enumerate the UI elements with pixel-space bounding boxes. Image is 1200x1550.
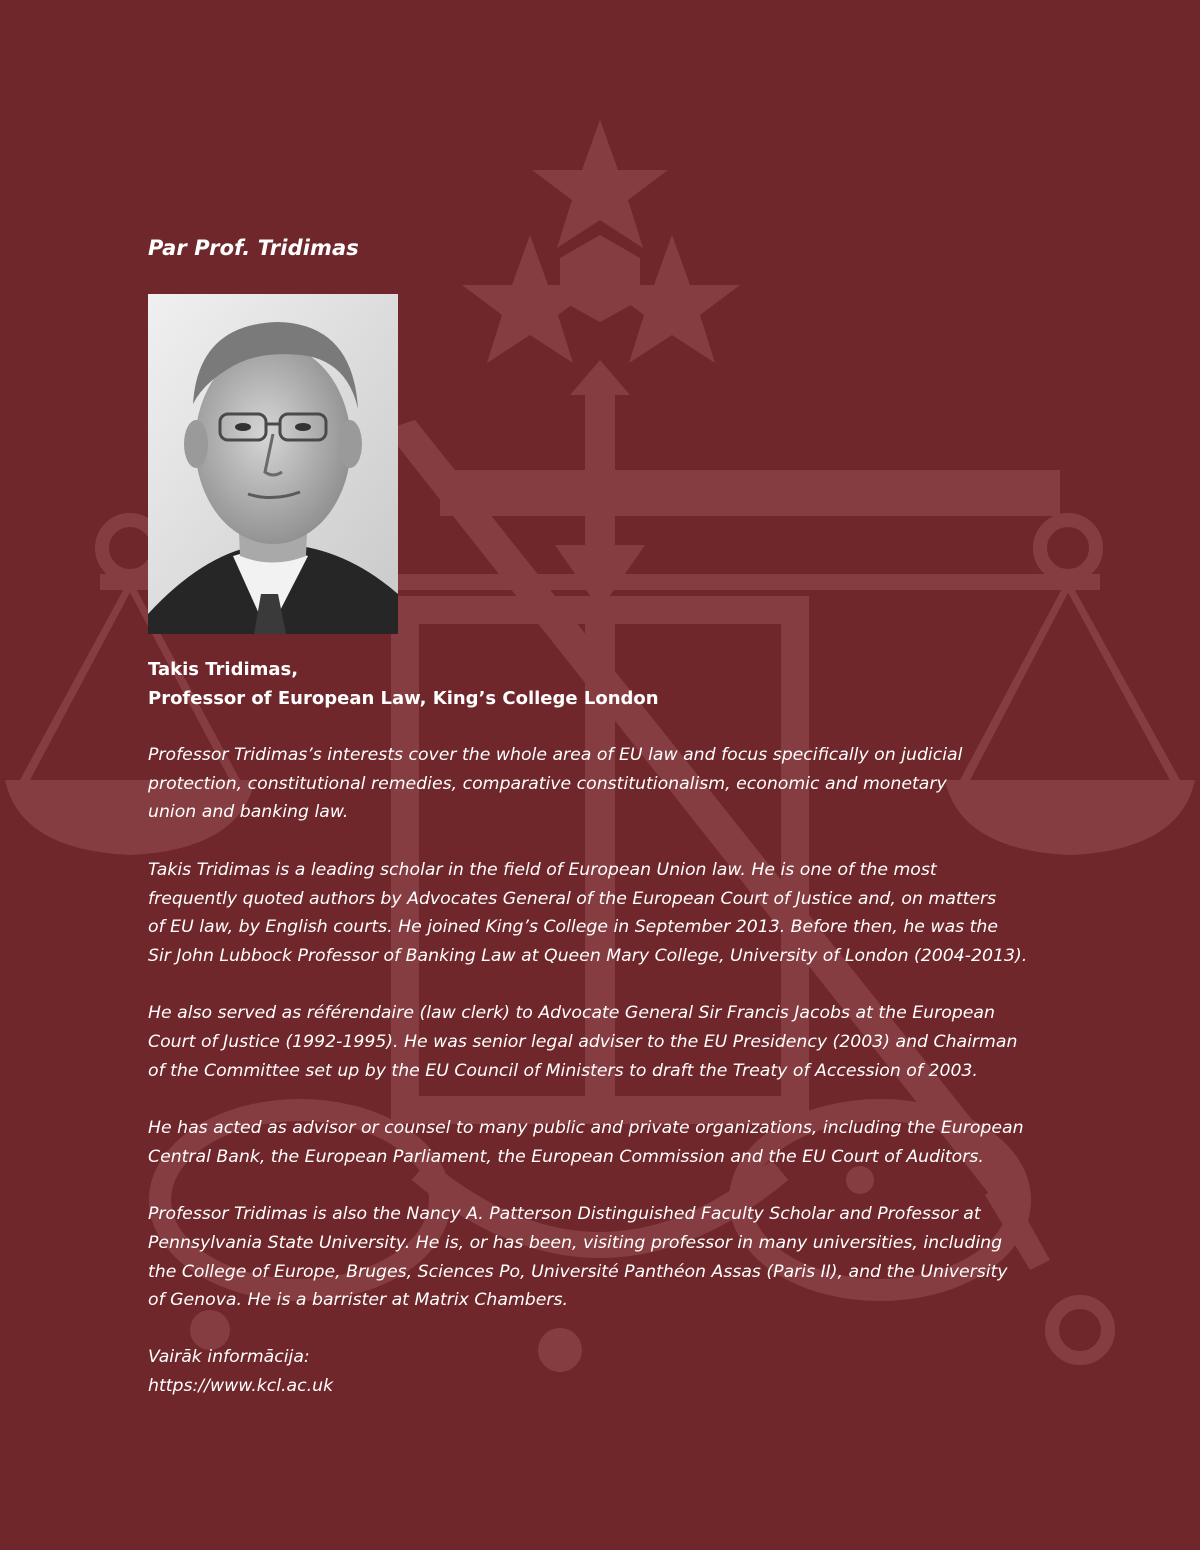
bio-line: of the Committee set up by the EU Council of Ministers to draft the Treaty of Accession of 2003.: [148, 1060, 978, 1081]
bio-line: Takis Tridimas is a leading scholar in the field of European Union law. He is one of the most: [148, 859, 937, 880]
bio-line: the College of Europe, Bruges, Sciences Po, Université Panthéon Assas (Paris II), and the University: [148, 1261, 1008, 1282]
bio-paragraph: [148, 1200, 1158, 1315]
bio-line: Sir John Lubbock Professor of Banking Law at Queen Mary College, University of London (2004-2013).: [148, 945, 1028, 966]
biography: [148, 741, 1158, 1344]
bio-line: protection, constitutional remedies, comparative constitutionalism, economic and monetary: [148, 773, 947, 794]
more-info: [148, 1343, 333, 1400]
portrait-photo: [148, 294, 398, 634]
bio-paragraph: [148, 1114, 1158, 1171]
bio-line: Professor Tridimas is also the Nancy A. Patterson Distinguished Faculty Scholar and Professor at: [148, 1204, 981, 1225]
bio-line: of EU law, by English courts. He joined King’s College in September 2013. Before then, he was the: [148, 917, 999, 938]
bio-paragraph: [148, 741, 1158, 827]
bio-line: Central Bank, the European Parliament, the European Commission and the EU Court of Auditors.: [148, 1146, 984, 1167]
more-info-label: Vairāk informācija:: [148, 1347, 310, 1367]
bio-line: of Genova. He is a barrister at Matrix Chambers.: [148, 1290, 568, 1311]
person-title: Professor of European Law, King’s College London: [148, 688, 659, 709]
bio-line: Court of Justice (1992-1995). He was senior legal adviser to the EU Presidency (2003) and Chairman: [148, 1032, 1018, 1052]
bio-paragraph: [148, 856, 1158, 971]
bio-line: Professor Tridimas’s interests cover the whole area of EU law and focus specifically on judicial: [148, 745, 963, 765]
person-name-block: [148, 655, 1048, 713]
bio-line: frequently quoted authors by Advocates General of the European Court of Justice and, on matters: [148, 888, 997, 909]
bio-line: union and banking law.: [148, 802, 349, 823]
more-info-link[interactable]: https://www.kcl.ac.uk: [148, 1375, 334, 1396]
bio-line: He also served as référendaire (law clerk) to Advocate General Sir Francis Jacobs at the European: [148, 1003, 995, 1024]
portrait-icon: [148, 294, 398, 634]
page-heading: Par Prof. Tridimas: [148, 236, 359, 260]
bio-paragraph: [148, 999, 1158, 1085]
bio-line: He has acted as advisor or counsel to many public and private organizations, including the European: [148, 1118, 1024, 1139]
person-name: Takis Tridimas,: [148, 659, 299, 680]
bio-line: Pennsylvania State University. He is, or has been, visiting professor in many universities, including: [148, 1232, 1003, 1253]
